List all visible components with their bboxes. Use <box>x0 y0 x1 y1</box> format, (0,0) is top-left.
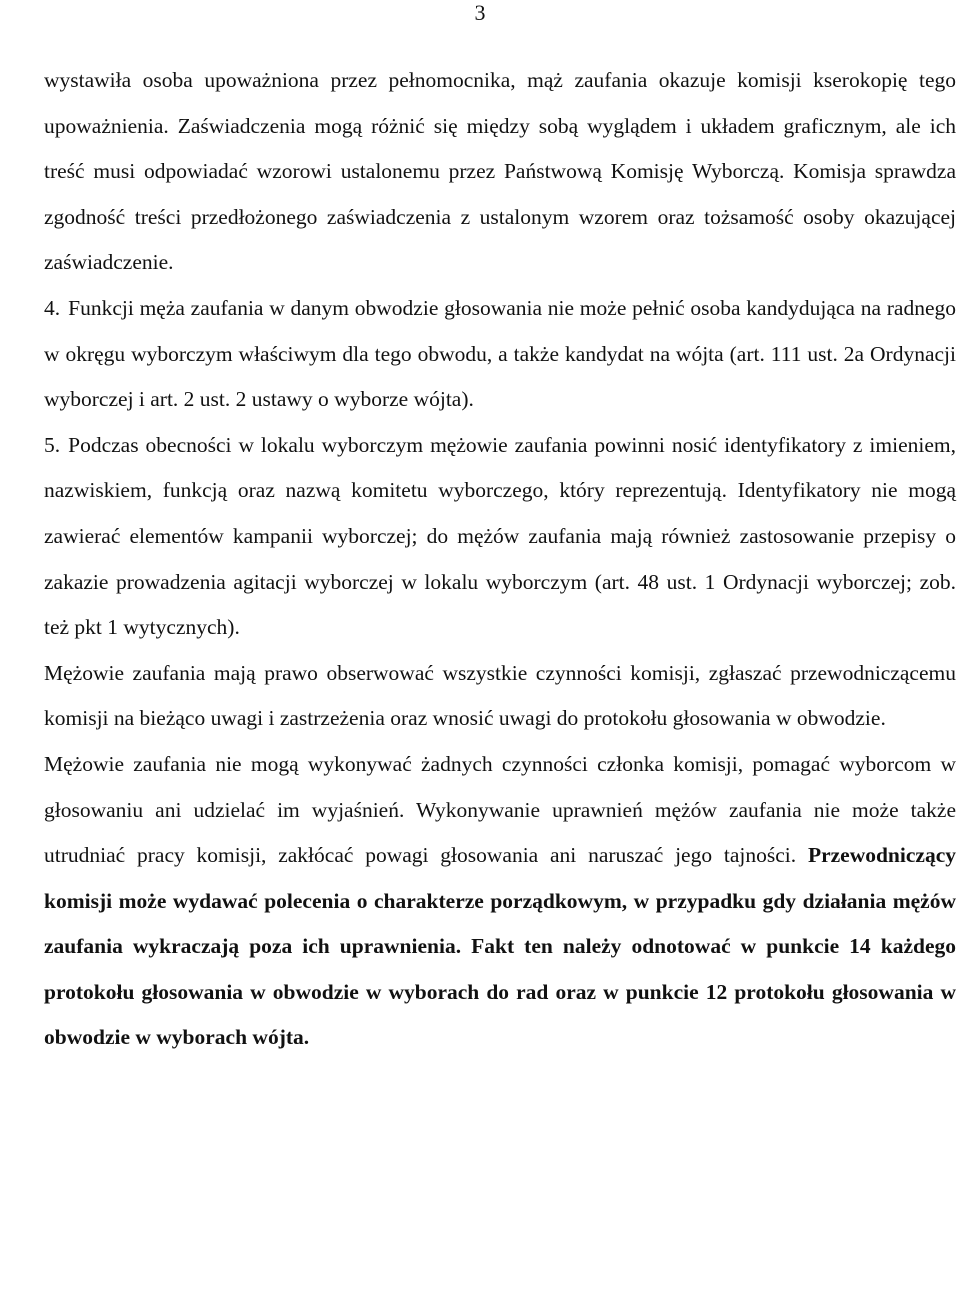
paragraph-text: Funkcji męża zaufania w danym obwodzie głosowania nie może pełnić osoba kandydująca na radnego w okręgu wyborczym właściwym dla tego obwodu, a także kandydat na wójta (art. 111 ust. 2a Ordynacji wyborczej i art. 2 ust. 2 ustawy o wyborze wójta). <box>44 295 956 412</box>
paragraph-continuation: wystawiła osoba upoważniona przez pełnomocnika, mąż zaufania okazuje komisji kserokopię tego upoważnienia. Zaświadczenia mogą różnić się między sobą wyglądem i układem graficznym, ale ich treść musi odpowiadać wzorowi ustalonemu przez Państwową Komisję Wyborczą. Komisja sprawdza zgodność treści przedłożonego zaświadczenia z ustalonym wzorem oraz tożsamość osoby okazującej zaświadczenie. <box>44 68 956 275</box>
paragraph-text: Mężowie zaufania nie mogą wykonywać żadnych czynności członka komisji, pomagać wyborcom w głosowaniu ani udzielać im wyjaśnień. Wykonywanie uprawnień mężów zaufania nie może także utrudniać pracy komisji, zakłócać powagi głosowania ani naruszać jego tajności. <box>44 751 956 868</box>
document-body <box>44 58 956 1061</box>
paragraph-item-5 <box>44 423 956 651</box>
item-number: 4. <box>44 295 61 320</box>
item-number: 5. <box>44 432 61 457</box>
paragraph-observer-restrictions <box>44 742 956 1061</box>
paragraph-bold-text: Przewodniczący komisji może wydawać polecenia o charakterze porządkowym, w przypadku gdy działania mężów zaufania wykraczają poza ich uprawnienia. Fakt ten należy odnotować w punkcie 14 każdego protokołu głosowania w obwodzie w wyborach do rad oraz w punkcie 12 protokołu głosowania w obwodzie w wyborach wójta. <box>44 843 956 1050</box>
page-number: 3 <box>474 0 486 25</box>
paragraph-item-4 <box>44 286 956 423</box>
paragraph-text: Podczas obecności w lokalu wyborczym mężowie zaufania powinni nosić identyfikatory z imieniem, nazwiskiem, funkcją oraz nazwą komitetu wyborczego, który reprezentują. Identyfikatory nie mogą zawierać elementów kampanii wyborczej; do mężów zaufania mają również zastosowanie przepisy o zakazie prowadzenia agitacji wyborczej w lokalu wyborczym (art. 48 ust. 1 Ordynacji wyborczej; zob. też pkt 1 wytycznych). <box>44 432 956 640</box>
paragraph-observer-rights: Mężowie zaufania mają prawo obserwować wszystkie czynności komisji, zgłaszać przewodniczącemu komisji na bieżąco uwagi i zastrzeżenia oraz wnosić uwagi do protokołu głosowania w obwodzie. <box>44 660 956 731</box>
